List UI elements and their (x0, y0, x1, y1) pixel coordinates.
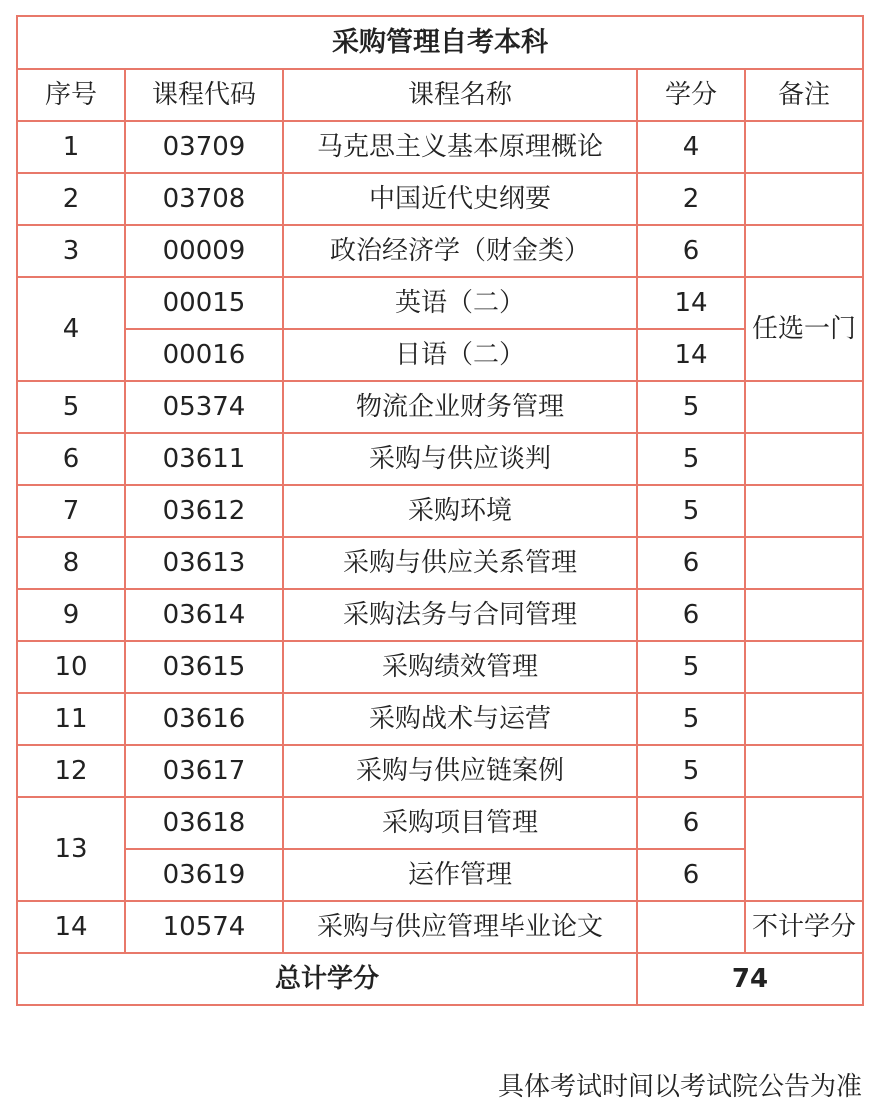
note-cell (745, 121, 863, 173)
code-cell: 00016 (125, 329, 283, 381)
total-row (17, 953, 863, 1005)
credit-cell: 6 (637, 797, 745, 849)
note-cell (745, 173, 863, 225)
name-cell: 政治经济学（财金类） (283, 225, 637, 277)
table-body (17, 16, 863, 1005)
header-name: 课程名称 (283, 69, 637, 121)
note-cell (745, 485, 863, 537)
name-cell: 采购战术与运营 (283, 693, 637, 745)
name-cell: 采购绩效管理 (283, 641, 637, 693)
total-value: 74 (637, 953, 863, 1005)
table-row (17, 589, 863, 641)
table-row (17, 381, 863, 433)
code-cell: 10574 (125, 901, 283, 953)
seq-cell: 11 (17, 693, 125, 745)
table-row (17, 901, 863, 953)
name-cell: 采购与供应管理毕业论文 (283, 901, 637, 953)
credit-cell: 2 (637, 173, 745, 225)
note-cell (745, 537, 863, 589)
seq-cell: 5 (17, 381, 125, 433)
name-cell: 采购与供应谈判 (283, 433, 637, 485)
seq-cell: 9 (17, 589, 125, 641)
curriculum-table (16, 15, 864, 1006)
name-cell: 运作管理 (283, 849, 637, 901)
credit-cell: 5 (637, 433, 745, 485)
note-cell (745, 225, 863, 277)
title-row (17, 16, 863, 69)
credit-cell: 5 (637, 381, 745, 433)
table-row (17, 225, 863, 277)
note-cell: 不计学分 (745, 901, 863, 953)
table-row (17, 693, 863, 745)
note-cell: 任选一门 (745, 277, 863, 381)
table-row (17, 485, 863, 537)
note-cell (745, 797, 863, 901)
credit-cell: 14 (637, 329, 745, 381)
seq-cell: 1 (17, 121, 125, 173)
seq-cell: 2 (17, 173, 125, 225)
name-cell: 英语（二） (283, 277, 637, 329)
seq-cell: 6 (17, 433, 125, 485)
note-cell (745, 381, 863, 433)
seq-cell: 14 (17, 901, 125, 953)
code-cell: 03611 (125, 433, 283, 485)
name-cell: 采购与供应关系管理 (283, 537, 637, 589)
code-cell: 03619 (125, 849, 283, 901)
credit-cell (637, 901, 745, 953)
code-cell: 03613 (125, 537, 283, 589)
seq-cell: 12 (17, 745, 125, 797)
table-row (17, 537, 863, 589)
credit-cell: 14 (637, 277, 745, 329)
note-cell (745, 745, 863, 797)
note-cell (745, 433, 863, 485)
code-cell: 03612 (125, 485, 283, 537)
credit-cell: 6 (637, 849, 745, 901)
code-cell: 03615 (125, 641, 283, 693)
footnote: 具体考试时间以考试院公告为准 (497, 1072, 862, 1102)
credit-cell: 4 (637, 121, 745, 173)
code-cell: 03614 (125, 589, 283, 641)
table-row (17, 433, 863, 485)
code-cell: 03708 (125, 173, 283, 225)
name-cell: 日语（二） (283, 329, 637, 381)
seq-cell: 4 (17, 277, 125, 381)
credit-cell: 6 (637, 537, 745, 589)
header-code: 课程代码 (125, 69, 283, 121)
seq-cell: 10 (17, 641, 125, 693)
name-cell: 中国近代史纲要 (283, 173, 637, 225)
header-note: 备注 (745, 69, 863, 121)
credit-cell: 5 (637, 485, 745, 537)
name-cell: 马克思主义基本原理概论 (283, 121, 637, 173)
code-cell: 03709 (125, 121, 283, 173)
table-row (17, 277, 863, 329)
seq-cell: 3 (17, 225, 125, 277)
table-row (17, 849, 863, 901)
table-row (17, 329, 863, 381)
code-cell: 03617 (125, 745, 283, 797)
note-cell (745, 589, 863, 641)
credit-cell: 5 (637, 745, 745, 797)
credit-cell: 5 (637, 693, 745, 745)
name-cell: 采购法务与合同管理 (283, 589, 637, 641)
table-row (17, 173, 863, 225)
note-cell (745, 641, 863, 693)
table-row (17, 121, 863, 173)
seq-cell: 8 (17, 537, 125, 589)
header-row (17, 69, 863, 121)
credit-cell: 6 (637, 589, 745, 641)
header-seq: 序号 (17, 69, 125, 121)
credit-cell: 5 (637, 641, 745, 693)
table-row (17, 641, 863, 693)
credit-cell: 6 (637, 225, 745, 277)
name-cell: 采购项目管理 (283, 797, 637, 849)
table-row (17, 745, 863, 797)
table-title: 采购管理自考本科 (17, 16, 863, 69)
code-cell: 03616 (125, 693, 283, 745)
seq-cell: 7 (17, 485, 125, 537)
code-cell: 03618 (125, 797, 283, 849)
name-cell: 采购与供应链案例 (283, 745, 637, 797)
code-cell: 00009 (125, 225, 283, 277)
code-cell: 00015 (125, 277, 283, 329)
header-credit: 学分 (637, 69, 745, 121)
table-row (17, 797, 863, 849)
note-cell (745, 693, 863, 745)
total-label: 总计学分 (17, 953, 637, 1005)
code-cell: 05374 (125, 381, 283, 433)
name-cell: 采购环境 (283, 485, 637, 537)
name-cell: 物流企业财务管理 (283, 381, 637, 433)
seq-cell: 13 (17, 797, 125, 901)
